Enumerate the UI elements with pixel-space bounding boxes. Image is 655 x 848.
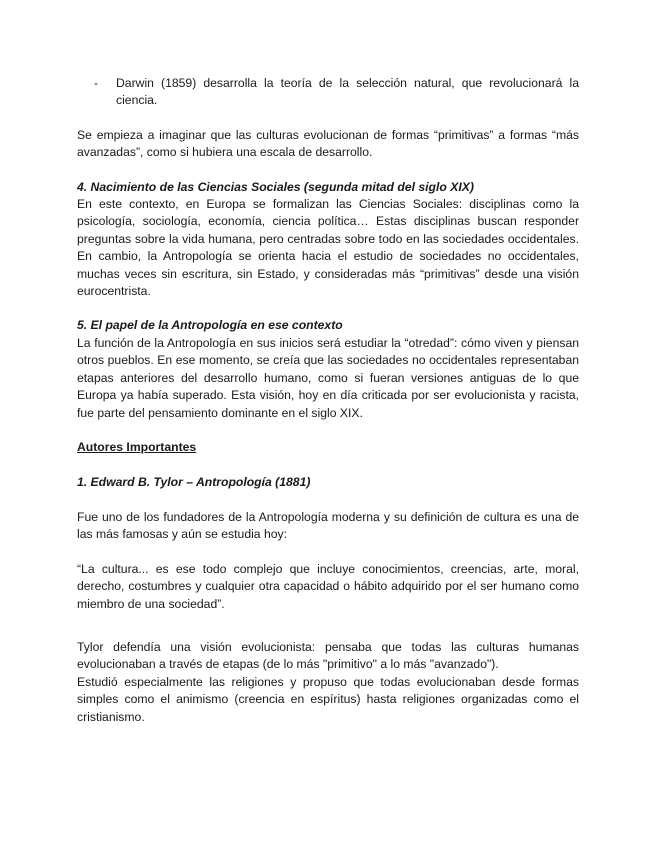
paragraph-intro: Se empieza a imaginar que las culturas evolucionan de formas “primitivas” a formas “más avanzadas”, como si hubiera una escala de desarrollo. [77,127,579,160]
list-item-darwin [77,75,579,110]
bullet-marker: - [94,76,99,90]
spacer [77,457,579,474]
spacer [77,492,579,509]
authors-heading: Autores Importantes [77,440,197,455]
tylor-intro-paragraph: Fue uno de los fundadores de la Antropología moderna y su definición de cultura es una de las más famosas y aún se estudia hoy: [77,509,579,542]
document-body [77,75,579,726]
tylor-heading: 1. Edward B. Tylor – Antropología (1881) [77,475,311,490]
list-item-text: Darwin (1859) desarrolla la teoría de la selección natural, que revolucionará la ciencia. [116,76,579,108]
tylor-religion-paragraph: Estudió especialmente las religiones y propuso que todas evolucionaban desde formas simples como el animismo (creencia en espíritus) hasta religiones organizadas como el cristianismo. [77,674,579,724]
tylor-culture-quote: “La cultura... es ese todo complejo que incluye conocimientos, creencias, arte, moral, derecho, costumbres y cualquier otra capacidad o hábito adquirido por el ser humano como miembro de una sociedad”. [77,561,579,611]
section-5-heading: 5. El papel de la Antropología en ese contexto [77,318,343,333]
section-5-paragraph: La función de la Antropología en sus inicios será estudiar la “otredad”: cómo viven y piensan otros pueblos. En ese momento, se creía que las sociedades no occidentales representaban etapas anteriores del desarrollo humano, como si fueran versiones antiguas de lo que Europa ya había superado. Esta visión, hoy en día criticada por ser evolucionista y racista, fue parte del pensamiento dominante en el siglo XIX. [77,335,579,420]
section-4-paragraph: En este contexto, en Europa se formalizan las Ciencias Sociales: disciplinas como la psicología, sociología, economía, ciencia política… Estas disciplinas buscan responder preguntas sobre la vida humana, pero centradas sobre todo en las sociedades occidentales. En cambio, la Antropología se orienta hacia el estudio de sociedades no occidentales, muchas veces sin escritura, sin Estado, y consideradas más “primitivas” desde una visión eurocentrista. [77,197,579,299]
spacer [77,422,579,439]
spacer [77,613,579,639]
tylor-evolution-paragraph: Tylor defendía una visión evolucionista: pensaba que todas las culturas humanas evolucionaban a través de etapas (de lo más "primitivo" a lo más "avanzado"). [77,639,579,672]
section-4-heading: 4. Nacimiento de las Ciencias Sociales (segunda mitad del siglo XIX) [77,179,474,194]
